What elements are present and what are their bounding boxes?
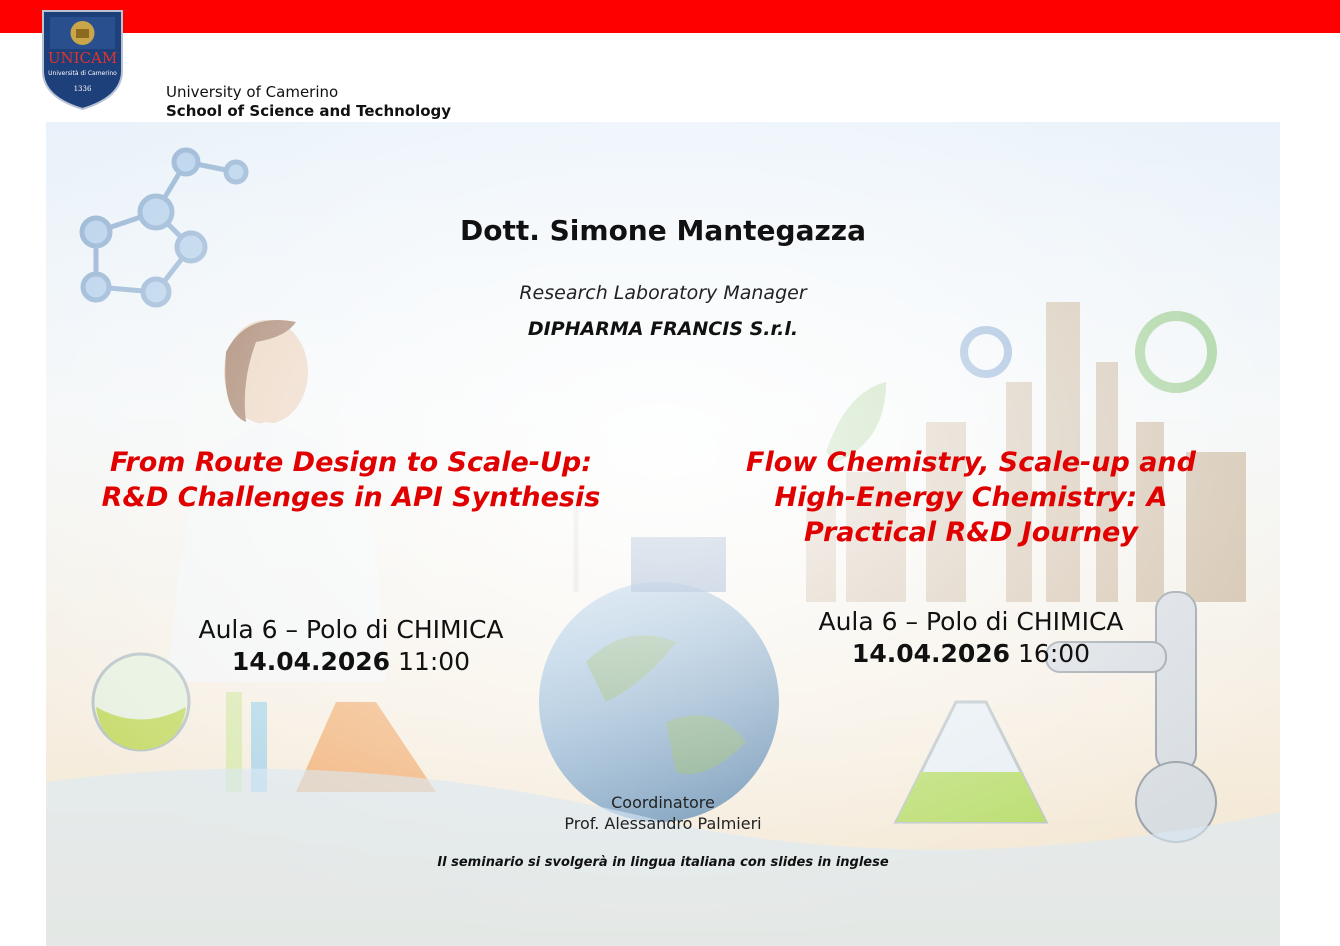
speaker-role: Research Laboratory Manager [519, 282, 807, 304]
talk-2-venue-block [726, 606, 1216, 670]
talk-2-venue: Aula 6 – Polo di CHIMICA [818, 607, 1124, 636]
logo-subtext: Università di Camerino [48, 70, 117, 77]
top-red-bar [0, 0, 1340, 33]
talk-1-title-line: R&D Challenges in API Synthesis [101, 482, 601, 513]
talk-1-date: 14.04.2026 [231, 647, 391, 676]
logo-text: UNICAM [47, 49, 118, 67]
talk-1-title-line: From Route Design to Scale-Up: [109, 447, 593, 478]
coordinator-label: Coordinatore [611, 793, 715, 812]
speaker-company: DIPHARMA FRANCIS S.r.l. [527, 318, 799, 340]
seminar-poster [46, 122, 1280, 946]
talk-1-time: 11:00 [398, 647, 471, 676]
talk-2-title-line: Practical R&D Journey [804, 517, 1138, 548]
talk-2-title [706, 445, 1236, 550]
talk-1-venue: Aula 6 – Polo di CHIMICA [198, 615, 504, 644]
talk-2-title-line: High-Energy Chemistry: A [774, 482, 1168, 513]
logo-year: 1336 [73, 85, 92, 93]
talk-2-datetime [726, 638, 1216, 670]
university-name: University of Camerino [166, 83, 339, 101]
talk-2-time: 16:00 [1018, 639, 1091, 668]
school-name: School of Science and Technology [166, 102, 452, 120]
speaker-name: Dott. Simone Mantegazza [460, 214, 866, 247]
talk-2-date: 14.04.2026 [851, 639, 1011, 668]
talk-1-datetime [106, 646, 596, 678]
talk-1-title [56, 445, 646, 515]
talk-1-venue-block [106, 614, 596, 678]
coordinator-name: Prof. Alessandro Palmieri [564, 814, 762, 833]
coordinator-block [46, 792, 1280, 834]
talk-2-title-line: Flow Chemistry, Scale-up and [746, 447, 1196, 478]
unicam-crest-logo [40, 9, 125, 111]
university-header [166, 83, 451, 121]
language-note: Il seminario si svolgerà in lingua italiana con slides in inglese [437, 855, 889, 870]
